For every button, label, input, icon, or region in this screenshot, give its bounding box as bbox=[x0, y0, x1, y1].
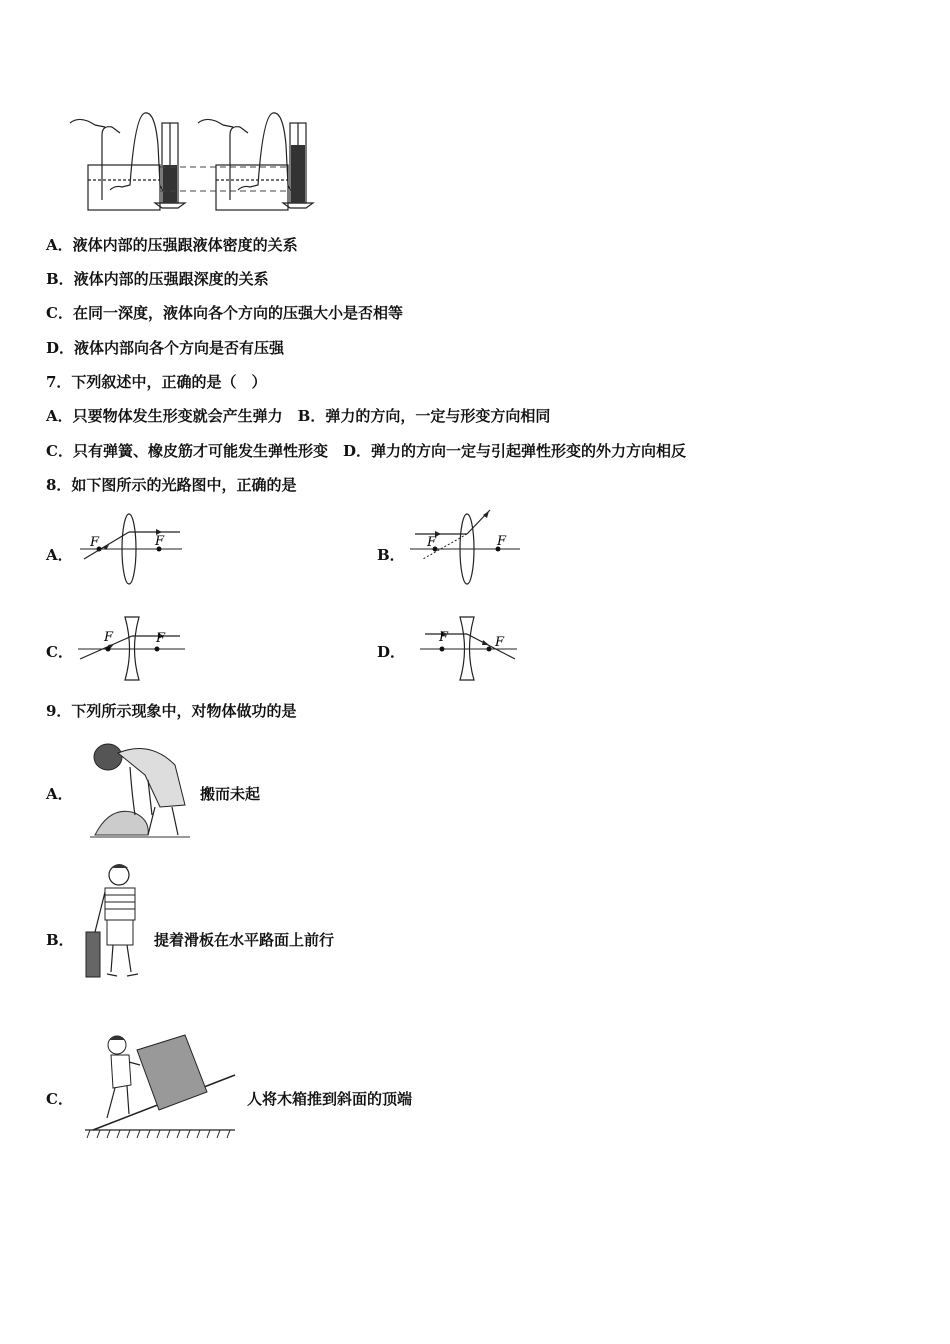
focus-label: F bbox=[155, 534, 165, 549]
focus-label: F bbox=[104, 630, 114, 645]
q9-caption-a: 搬而未起 bbox=[200, 785, 261, 803]
q9-stem: 9．下列所示现象中，对物体做功的是 bbox=[46, 702, 297, 720]
focus-label: F bbox=[497, 534, 507, 549]
q9-label-a: A． bbox=[46, 785, 73, 803]
convex-lens-diagram-b bbox=[405, 505, 530, 590]
q8-stem: 8．如下图所示的光路图中，正确的是 bbox=[46, 476, 297, 494]
focus-label: F bbox=[495, 635, 505, 650]
focus-label: F bbox=[156, 631, 166, 646]
pressure-experiment-figure bbox=[60, 105, 320, 215]
q8-label-c: C． bbox=[46, 643, 73, 661]
q7-stem: 7．下列叙述中，正确的是（ ） bbox=[46, 373, 267, 391]
concave-lens-diagram-d bbox=[405, 612, 525, 687]
person-lifting-rock-illustration bbox=[90, 735, 195, 845]
q6-option-a: A．液体内部的压强跟液体密度的关系 bbox=[46, 236, 298, 254]
boy-carrying-skateboard-illustration bbox=[83, 862, 153, 987]
q9-caption-b: 提着滑板在水平路面上前行 bbox=[154, 931, 335, 949]
concave-lens-diagram-c bbox=[70, 612, 190, 687]
focus-label: F bbox=[439, 630, 449, 645]
q8-label-a: A． bbox=[46, 546, 73, 564]
person-pushing-box-up-slope-illustration bbox=[85, 1030, 240, 1145]
focus-label: F bbox=[427, 535, 437, 550]
q7-options-row-1: A．只要物体发生形变就会产生弹力 B．弹力的方向，一定与形变方向相同 bbox=[46, 407, 551, 425]
q7-options-row-2: C．只有弹簧、橡皮筋才可能发生弹性形变 D．弹力的方向一定与引起弹性形变的外力方向相反 bbox=[46, 442, 686, 460]
focus-label: F bbox=[90, 535, 100, 550]
q6-option-b: B．液体内部的压强跟深度的关系 bbox=[46, 270, 269, 288]
q9-caption-c: 人将木箱推到斜面的顶端 bbox=[247, 1090, 413, 1108]
q8-label-d: D． bbox=[377, 643, 406, 661]
convex-lens-diagram-a bbox=[70, 510, 190, 590]
q9-label-b: B． bbox=[46, 931, 74, 949]
q6-option-c: C．在同一深度，液体向各个方向的压强大小是否相等 bbox=[46, 304, 403, 322]
q6-option-d: D．液体内部向各个方向是否有压强 bbox=[46, 339, 285, 357]
q9-label-c: C． bbox=[46, 1090, 73, 1108]
q8-label-b: B． bbox=[377, 546, 405, 564]
